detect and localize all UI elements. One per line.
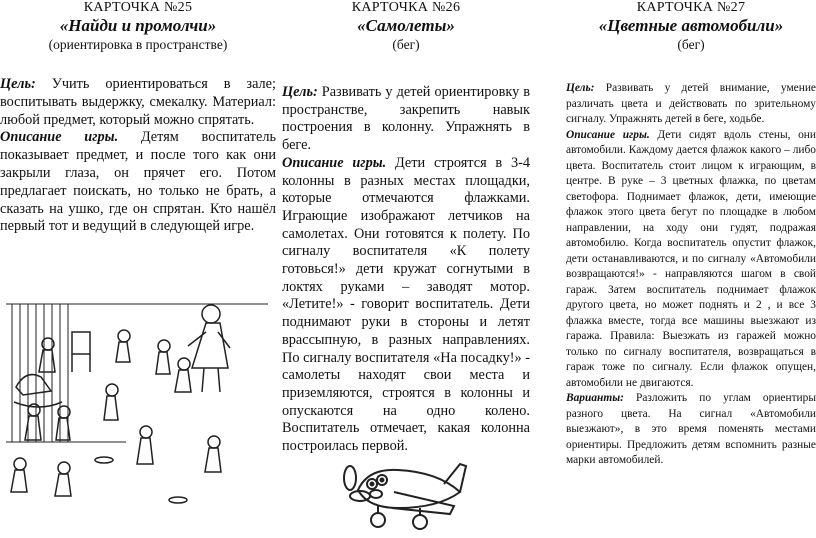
card-number: КАРТОЧКА №26 [351,0,461,15]
description-label: Описание игры. [0,129,119,146]
description-text: Детям воспитатель показывает предмет, и после того как они закрыли глаза, он прячет его. Потом предлагает поискать, но только не брать, а сказать на ушко, где он спрятан. Кто нашёл первый тот и ведущий в следующей игре. [0,129,276,235]
variants-label: Варианты: [566,392,624,404]
card-header [566,0,816,53]
card-title: «Найди и промолчи» [59,16,217,35]
card-title: «Самолеты» [357,16,455,35]
description-text: Дети строятся в 3-4 колонны в разных местах площадки, которые отмечаются флажками. Играющие изображают летчиков на самолетах. Они готовятся к полету. По сигналу воспитателя «К полету готовься!» дети кружат согнутыми в локтях руками – заводят мотор. «Летите!» - говорит воспитатель. Дети поднимают руки в стороны и летят врассыпную, в разных направлениях. По сигналу воспитателя «На посадку!» - самолеты находят свои места и приземляются, строятся в колонны и опускаются на одно колено. Воспитатель отмечает, какая колонна построилась первой. [282,154,530,455]
card-body [566,81,816,469]
card-subtitle: (бег) [392,37,420,52]
card-subtitle: (бег) [677,37,705,52]
card-25 [0,0,276,236]
card-27 [566,0,816,469]
goal-label: Цель: [282,84,318,100]
card-header [282,0,530,53]
description-label: Описание игры. [282,154,387,171]
goal-text: Учить ориентироваться в зале; воспитывать выдержку, смекалку. Материал: любой предмет, который можно спрятать. [0,76,276,128]
card-body [282,84,530,456]
children-game-illustration [6,292,268,532]
description-label: Описание игры. [566,128,650,141]
card-26 [282,0,530,456]
goal-label: Цель: [566,82,595,94]
goal-text: Развивать у детей ориентировку в пространстве, закрепить навык построения в колонну. Упражнять в беге. [282,84,530,154]
goal-label: Цель: [0,76,36,92]
card-header [0,0,276,53]
card-subtitle: (ориентировка в пространстве) [48,37,228,52]
airplane-illustration [336,440,476,536]
card-body [0,76,276,236]
card-title: «Цветные автомобили» [598,16,784,35]
card-number: КАРТОЧКА №27 [636,0,746,15]
description-text: Дети сидят вдоль стены, они автомобили. Каждому дается флажок какого – либо цвета. Воспитатель стоит лицом к играющим, в центре. В руке – 3 цветных флажка, по цветам светофора. Поднимает флажок, дети, имеющие флажок этого цвета бегут по площадке в любом направлении, на ходу они гудят, подражая автомобилю. Когда воспитатель опустит флажок, дети останавливаются, и по сигналу «Автомобили возвращаются!» - направляются шагом в свой гараж. Затем воспитатель поднимает флажок другого цвета, но может поднять и 2 , и все 3 флажка вместе, тогда все машины выезжают из гаража. Правила: Выезжать из гаражей можно только по сигналу воспитателя, возвращаться в гараж тоже по сигналу. Если флажок опущен, автомобили не двигаются. [566,128,816,389]
goal-text: Развивать у детей внимание, умение различать цвета и действовать по зрительному сигналу. Упражнять детей в беге, ходьбе. [566,82,816,125]
variants-text: Разложить по углам ориентиры разного цвета. На сигнал «Автомобили выезжают», в это время поменять местами ориентиры. Предложить детям вспомнить разные марки автомобилей. [566,392,816,466]
card-number: КАРТОЧКА №25 [83,0,193,15]
